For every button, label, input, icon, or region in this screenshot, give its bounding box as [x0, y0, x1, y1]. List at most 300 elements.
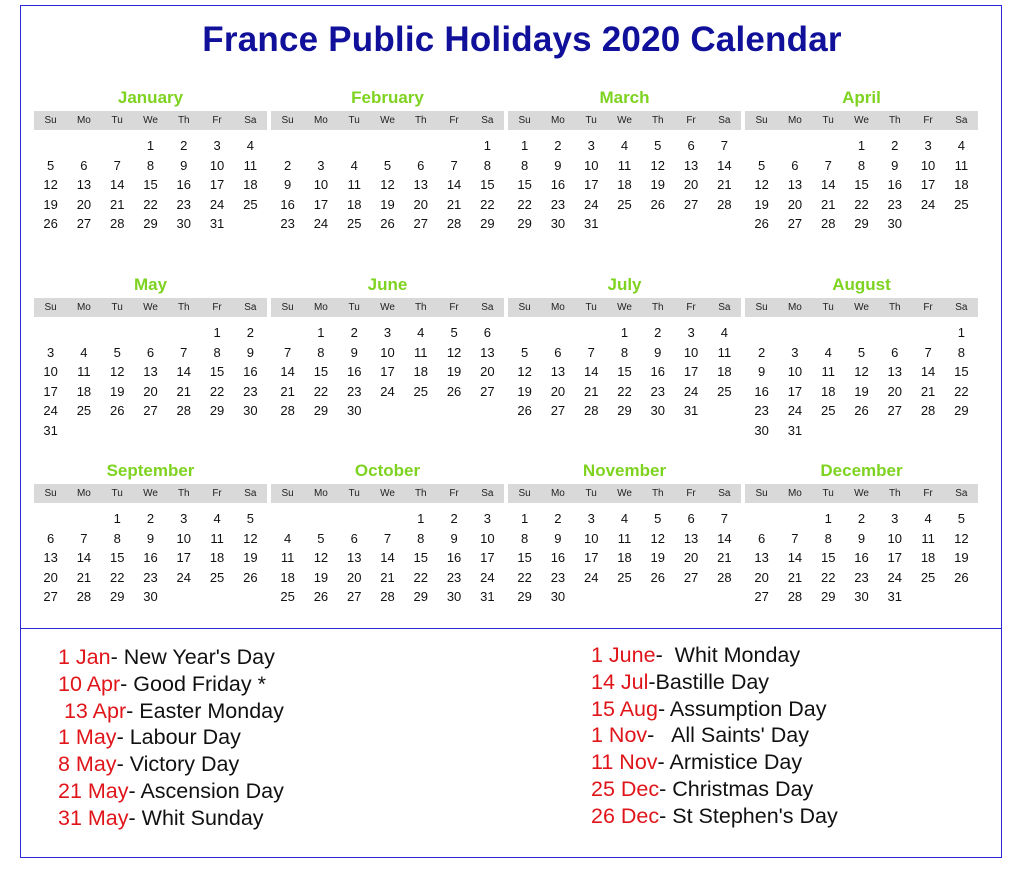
day-cell: 1 — [824, 511, 832, 526]
day-cell: 28 — [76, 589, 92, 604]
day-cell: 10 — [583, 530, 599, 546]
weekday-label: Sa — [244, 488, 257, 499]
day-cell: 26 — [517, 403, 532, 418]
empty-day — [338, 509, 371, 529]
day-cell: 14 — [920, 364, 936, 379]
section-divider — [20, 628, 1002, 629]
day-cell: 7 — [824, 157, 832, 173]
empty-day — [338, 136, 371, 156]
day-cell: 25 — [280, 589, 295, 604]
weekday-header — [745, 111, 978, 130]
day-cell: 29 — [854, 216, 869, 231]
day-cell: 26 — [43, 216, 58, 231]
day-cell: 5 — [758, 157, 766, 173]
day-cell: 27 — [683, 569, 699, 585]
day-grid — [34, 509, 267, 607]
day-cell: 12 — [517, 364, 532, 379]
day-cell: 17 — [209, 177, 225, 192]
day-cell: 9 — [284, 177, 292, 192]
weekday-label: Tu — [111, 115, 123, 126]
day-cell: 26 — [109, 403, 125, 418]
empty-day — [271, 136, 304, 156]
day-cell: 17 — [787, 383, 803, 399]
day-cell: 19 — [650, 550, 666, 565]
day-cell: 6 — [47, 530, 55, 546]
empty-day — [878, 323, 911, 343]
day-cell: 30 — [176, 216, 192, 231]
day-cell: 16 — [446, 550, 462, 565]
holiday-item — [591, 776, 838, 803]
day-cell: 31 — [887, 589, 903, 604]
day-cell: 29 — [480, 216, 495, 231]
empty-day — [911, 323, 944, 343]
empty-day — [271, 323, 304, 343]
holiday-item — [591, 803, 838, 830]
weekday-label: Tu — [585, 302, 597, 313]
holiday-name: - Victory Day — [116, 752, 240, 777]
weekday-label: Su — [755, 302, 768, 313]
holiday-name: - Christmas Day — [659, 776, 814, 801]
holiday-name: - Easter Monday — [126, 698, 284, 723]
holiday-list-left — [58, 644, 284, 832]
weekday-label: Fr — [212, 115, 222, 126]
day-cell: 29 — [109, 589, 125, 604]
day-cell: 29 — [517, 216, 532, 231]
day-cell: 9 — [146, 530, 155, 546]
month-july — [508, 272, 741, 421]
day-cell: 10 — [313, 177, 329, 192]
day-cell: 1 — [317, 325, 325, 340]
day-cell: 22 — [954, 383, 969, 399]
holiday-date: 15 Aug — [591, 696, 658, 721]
weekday-label: Fr — [923, 115, 933, 126]
day-cell: 1 — [146, 138, 155, 153]
holiday-item — [591, 722, 838, 749]
day-cell: 17 — [583, 177, 599, 192]
day-cell: 27 — [346, 589, 362, 604]
weekday-label: We — [380, 488, 395, 499]
empty-day — [67, 509, 100, 529]
day-cell: 30 — [446, 589, 462, 604]
weekday-label: Th — [414, 115, 427, 126]
day-cell: 18 — [280, 569, 295, 585]
day-grid — [745, 136, 978, 234]
month-name: April — [842, 88, 881, 107]
day-cell: 10 — [683, 344, 699, 360]
holiday-item — [58, 778, 284, 805]
day-cell: 11 — [210, 530, 224, 546]
day-cell: 29 — [143, 216, 158, 231]
day-grid — [508, 509, 741, 607]
day-cell: 28 — [380, 589, 395, 604]
month-name: June — [367, 275, 408, 294]
weekday-label: Su — [44, 302, 57, 313]
holiday-date: 1 May — [58, 725, 117, 750]
day-cell: 19 — [517, 383, 532, 399]
day-cell: 27 — [143, 403, 158, 418]
day-grid — [508, 136, 741, 234]
day-cell: 11 — [921, 530, 935, 546]
day-cell: 17 — [480, 550, 495, 565]
day-grid — [745, 509, 978, 607]
day-cell: 12 — [650, 530, 666, 546]
day-cell: 6 — [758, 530, 766, 546]
weekday-label: Fr — [449, 302, 459, 313]
weekday-label: Th — [651, 115, 664, 126]
day-cell: 2 — [284, 157, 292, 173]
day-cell: 18 — [617, 550, 632, 565]
month-october — [271, 458, 504, 607]
day-cell: 30 — [650, 403, 666, 418]
weekday-label: We — [854, 115, 869, 126]
day-cell: 6 — [687, 138, 695, 153]
day-cell: 21 — [280, 383, 295, 399]
empty-day — [271, 509, 304, 529]
weekday-label: Th — [888, 115, 901, 126]
holiday-name: - Ascension Day — [128, 778, 284, 803]
day-cell: 25 — [209, 569, 225, 585]
day-cell: 8 — [483, 157, 491, 173]
holiday-date: 13 Apr — [58, 698, 127, 723]
day-cell: 23 — [143, 569, 158, 585]
day-cell: 7 — [113, 157, 121, 173]
month-name: October — [354, 461, 421, 480]
weekday-label: Fr — [449, 115, 459, 126]
day-cell: 14 — [717, 157, 732, 173]
day-cell: 21 — [446, 196, 462, 212]
day-cell: 9 — [554, 157, 562, 173]
weekday-label: We — [143, 115, 158, 126]
day-cell: 13 — [43, 550, 58, 565]
empty-day — [778, 136, 811, 156]
day-cell: 20 — [480, 364, 495, 379]
day-cell: 5 — [317, 530, 325, 546]
day-cell: 1 — [483, 138, 491, 153]
day-cell: 27 — [754, 589, 769, 604]
weekday-label: Th — [888, 488, 901, 499]
day-cell: 5 — [383, 157, 392, 173]
weekday-header — [34, 298, 267, 317]
day-cell: 19 — [109, 383, 125, 399]
empty-day — [508, 323, 541, 343]
day-cell: 17 — [43, 383, 58, 399]
empty-day — [778, 509, 811, 529]
month-june — [271, 272, 504, 421]
day-cell: 21 — [920, 383, 936, 399]
day-cell: 3 — [587, 138, 595, 153]
day-cell: 8 — [317, 344, 325, 360]
weekday-label: Su — [518, 488, 531, 499]
holiday-date: 26 Dec — [591, 803, 660, 828]
day-cell: 26 — [313, 589, 329, 604]
day-cell: 16 — [280, 196, 295, 212]
day-cell: 4 — [620, 138, 629, 153]
month-november — [508, 458, 741, 607]
day-cell: 3 — [891, 511, 899, 526]
day-cell: 18 — [346, 196, 362, 212]
day-cell: 25 — [717, 383, 732, 399]
weekday-label: Fr — [212, 302, 222, 313]
day-cell: 8 — [521, 157, 529, 173]
day-cell: 4 — [213, 511, 221, 526]
day-cell: 19 — [380, 196, 395, 212]
day-cell: 28 — [583, 403, 599, 418]
day-cell: 19 — [854, 383, 869, 399]
weekday-label: Sa — [718, 302, 731, 313]
day-grid — [508, 323, 741, 421]
day-cell: 4 — [957, 138, 965, 153]
weekday-label: We — [380, 302, 395, 313]
month-name: May — [133, 275, 168, 294]
day-cell: 31 — [583, 216, 599, 231]
day-cell: 6 — [687, 511, 695, 526]
day-cell: 11 — [717, 344, 732, 360]
weekday-label: Su — [755, 115, 768, 126]
empty-day — [575, 323, 608, 343]
day-cell: 16 — [854, 550, 869, 565]
day-cell: 22 — [480, 196, 495, 212]
day-cell: 10 — [209, 157, 225, 173]
day-cell: 3 — [587, 511, 595, 526]
day-cell: 13 — [683, 157, 699, 173]
empty-day — [745, 136, 778, 156]
day-cell: 21 — [787, 569, 803, 585]
day-cell: 24 — [683, 383, 699, 399]
empty-day — [437, 136, 470, 156]
month-name: November — [582, 461, 667, 480]
weekday-label: Su — [44, 115, 57, 126]
weekday-label: Mo — [313, 488, 328, 499]
day-cell: 24 — [480, 569, 495, 585]
day-cell: 21 — [820, 196, 836, 212]
weekday-label: Fr — [686, 115, 696, 126]
day-cell: 12 — [313, 550, 329, 565]
day-cell: 19 — [313, 569, 329, 585]
day-cell: 8 — [857, 157, 866, 173]
day-cell: 20 — [683, 550, 699, 565]
day-cell: 24 — [43, 403, 58, 418]
day-cell: 23 — [176, 196, 192, 212]
holiday-date: 21 May — [58, 778, 129, 803]
day-cell: 30 — [754, 422, 769, 438]
day-cell: 2 — [758, 344, 766, 360]
weekday-label: Tu — [111, 488, 123, 499]
day-cell: 7 — [383, 530, 392, 546]
day-cell: 13 — [413, 177, 429, 192]
weekday-label: Tu — [348, 115, 360, 126]
day-cell: 1 — [113, 511, 121, 526]
day-cell: 18 — [820, 383, 836, 399]
day-cell: 5 — [450, 325, 458, 340]
day-cell: 3 — [924, 138, 932, 153]
day-cell: 6 — [146, 344, 155, 360]
weekday-label: We — [380, 115, 395, 126]
empty-day — [812, 323, 845, 343]
day-cell: 9 — [654, 344, 662, 360]
day-cell: 14 — [280, 364, 295, 379]
day-cell: 14 — [76, 550, 92, 565]
day-cell: 23 — [243, 383, 258, 399]
day-cell: 30 — [550, 216, 566, 231]
weekday-label: Su — [281, 488, 294, 499]
holiday-name: - All Saints' Day — [647, 723, 809, 748]
day-cell: 12 — [446, 344, 462, 360]
holiday-item — [58, 644, 284, 671]
day-cell: 22 — [517, 569, 532, 585]
day-cell: 30 — [346, 403, 362, 418]
day-cell: 11 — [617, 157, 632, 173]
day-cell: 2 — [891, 138, 899, 153]
day-cell: 21 — [176, 383, 192, 399]
holiday-item — [58, 698, 284, 725]
day-cell: 20 — [787, 196, 803, 212]
weekday-label: Fr — [923, 488, 933, 499]
day-cell: 26 — [446, 383, 462, 399]
day-cell: 23 — [887, 196, 903, 212]
empty-day — [101, 323, 134, 343]
day-cell: 1 — [957, 325, 965, 340]
day-cell: 10 — [787, 364, 803, 379]
empty-day — [812, 136, 845, 156]
day-cell: 28 — [176, 403, 192, 418]
weekday-header — [745, 298, 978, 317]
day-cell: 8 — [113, 530, 121, 546]
day-cell: 17 — [920, 177, 936, 192]
day-cell: 22 — [209, 383, 225, 399]
weekday-label: Sa — [955, 488, 968, 499]
holiday-name: - Good Friday * — [120, 671, 266, 696]
day-cell: 6 — [791, 157, 799, 173]
weekday-label: Tu — [111, 302, 123, 313]
day-cell: 7 — [720, 511, 728, 526]
empty-day — [845, 323, 878, 343]
weekday-label: Mo — [550, 302, 565, 313]
weekday-label: Mo — [76, 115, 91, 126]
day-cell: 5 — [857, 344, 866, 360]
day-cell: 16 — [550, 550, 566, 565]
holiday-date: 1 Jan — [58, 645, 111, 669]
weekday-label: Su — [755, 488, 768, 499]
weekday-label: Tu — [348, 488, 360, 499]
day-cell: 26 — [854, 403, 869, 418]
day-cell: 15 — [517, 550, 532, 565]
day-cell: 12 — [43, 177, 58, 192]
day-cell: 3 — [383, 325, 392, 340]
holiday-date: 11 Nov — [591, 750, 658, 775]
day-cell: 9 — [450, 530, 458, 546]
day-cell: 30 — [243, 403, 258, 418]
holiday-list-right — [591, 642, 838, 830]
weekday-label: Fr — [686, 302, 696, 313]
weekday-label: Sa — [718, 488, 731, 499]
day-cell: 18 — [617, 177, 632, 192]
weekday-label: Fr — [212, 488, 222, 499]
weekday-header — [271, 484, 504, 503]
weekday-label: We — [854, 488, 869, 499]
day-cell: 24 — [313, 216, 329, 231]
day-cell: 28 — [820, 216, 836, 231]
day-cell: 3 — [47, 344, 55, 360]
weekday-label: Sa — [481, 302, 494, 313]
day-cell: 18 — [209, 550, 225, 565]
empty-day — [34, 136, 67, 156]
weekday-label: Sa — [244, 115, 257, 126]
weekday-label: Tu — [585, 488, 597, 499]
day-cell: 23 — [346, 383, 362, 399]
weekday-label: Tu — [822, 302, 834, 313]
month-name: August — [832, 275, 891, 294]
day-cell: 22 — [820, 569, 836, 585]
day-cell: 20 — [887, 383, 903, 399]
empty-day — [778, 323, 811, 343]
day-cell: 6 — [80, 157, 88, 173]
holiday-name: - Assumption Day — [657, 696, 827, 721]
day-cell: 20 — [43, 569, 58, 585]
day-cell: 1 — [213, 325, 221, 340]
day-cell: 31 — [787, 422, 803, 438]
day-cell: 22 — [617, 383, 632, 399]
weekday-header — [271, 111, 504, 130]
day-cell: 13 — [887, 364, 903, 379]
day-cell: 19 — [446, 364, 462, 379]
day-cell: 5 — [654, 138, 662, 153]
day-cell: 15 — [517, 177, 532, 192]
day-cell: 9 — [891, 157, 899, 173]
day-cell: 17 — [176, 550, 192, 565]
day-cell: 7 — [791, 530, 799, 546]
day-cell: 21 — [583, 383, 599, 399]
day-cell: 21 — [109, 196, 125, 212]
day-cell: 10 — [380, 344, 395, 360]
day-cell: 14 — [583, 364, 599, 379]
weekday-label: Tu — [822, 115, 834, 126]
day-cell: 25 — [617, 196, 632, 212]
day-cell: 27 — [413, 216, 429, 231]
day-cell: 30 — [854, 589, 869, 604]
holiday-item — [591, 642, 838, 669]
holiday-date: 25 Dec — [591, 776, 660, 801]
weekday-label: We — [143, 302, 158, 313]
day-cell: 8 — [824, 530, 832, 546]
weekday-label: Su — [518, 115, 531, 126]
day-cell: 24 — [380, 383, 395, 399]
weekday-header — [271, 298, 504, 317]
day-cell: 30 — [887, 216, 903, 231]
day-cell: 4 — [80, 344, 88, 360]
day-cell: 12 — [650, 157, 666, 173]
day-cell: 8 — [521, 530, 529, 546]
day-cell: 22 — [413, 569, 429, 585]
day-cell: 6 — [891, 344, 899, 360]
holiday-name: - New Year's Day — [110, 645, 275, 669]
day-cell: 9 — [758, 364, 766, 379]
weekday-label: Sa — [955, 302, 968, 313]
day-cell: 2 — [180, 138, 188, 153]
day-cell: 26 — [243, 569, 258, 585]
day-grid — [271, 136, 504, 234]
day-cell: 20 — [346, 569, 362, 585]
day-cell: 15 — [143, 177, 158, 192]
day-cell: 24 — [887, 569, 903, 585]
weekday-label: Mo — [787, 115, 802, 126]
day-cell: 29 — [413, 589, 429, 604]
weekday-label: Mo — [550, 488, 565, 499]
day-cell: 2 — [857, 511, 866, 526]
holiday-item — [591, 749, 838, 776]
day-cell: 18 — [413, 364, 429, 379]
weekday-label: Th — [651, 302, 664, 313]
day-cell: 11 — [347, 177, 361, 192]
